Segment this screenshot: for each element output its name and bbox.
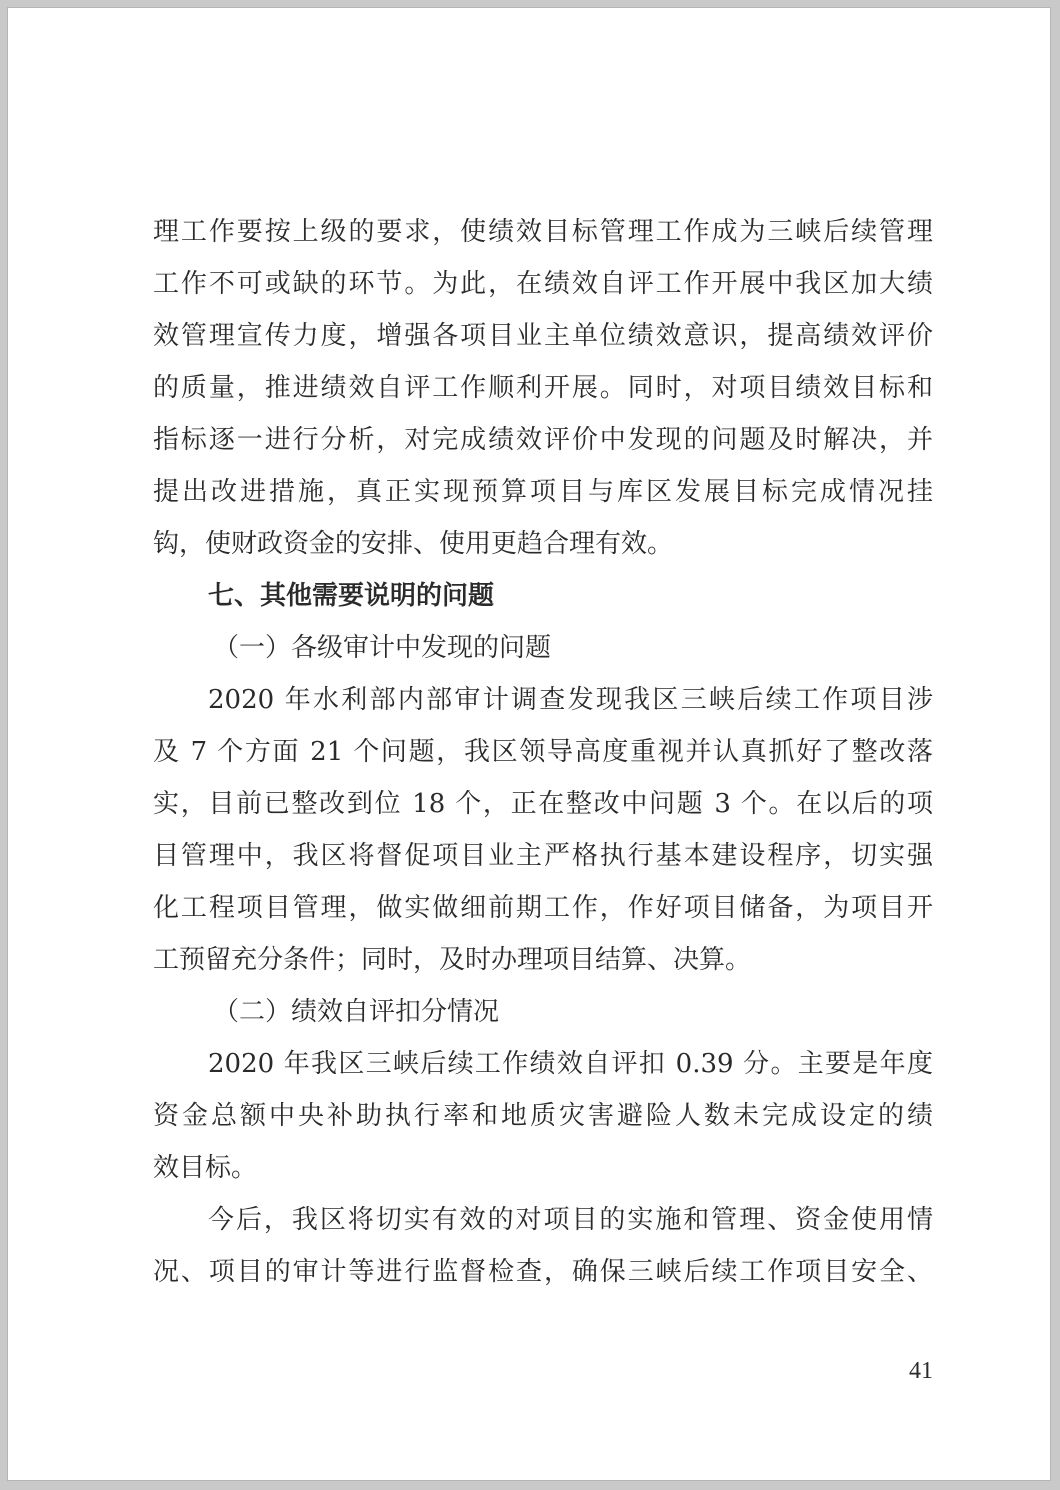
text-line: 的质量，推进绩效自评工作顺利开展。同时，对项目绩效目标和 xyxy=(153,373,933,403)
text-line: 及 7 个方面 21 个问题，我区领导高度重视并认真抓好了整改落 xyxy=(153,737,933,767)
sub-heading-audit: （一）各级审计中发现的问题 xyxy=(213,633,552,663)
text-line: 工预留充分条件；同时，及时办理项目结算、决算。 xyxy=(153,945,752,975)
text-line: 况、项目的审计等进行监督检查，确保三峡后续工作项目安全、 xyxy=(153,1257,933,1287)
text-line: 2020 年我区三峡后续工作绩效自评扣 0.39 分。主要是年度 xyxy=(208,1049,933,1079)
text-line: 化工程项目管理，做实做细前期工作，作好项目储备，为项目开 xyxy=(153,893,933,923)
text-line: 钩，使财政资金的安排、使用更趋合理有效。 xyxy=(153,529,674,559)
body-text xyxy=(153,206,933,1298)
section-heading: 七、其他需要说明的问题 xyxy=(208,581,495,611)
text-line: 资金总额中央补助执行率和地质灾害避险人数未完成设定的绩 xyxy=(153,1101,933,1131)
text-line: 效管理宣传力度，增强各项目业主单位绩效意识，提高绩效评价 xyxy=(153,321,933,351)
page-number: 41 xyxy=(909,1358,933,1384)
text-line: 理工作要按上级的要求，使绩效目标管理工作成为三峡后续管理 xyxy=(153,217,933,247)
document-page xyxy=(7,7,1051,1481)
text-line: 实，目前已整改到位 18 个，正在整改中问题 3 个。在以后的项 xyxy=(153,789,933,819)
text-line: 提出改进措施，真正实现预算项目与库区发展目标完成情况挂 xyxy=(153,477,933,507)
text-line: 指标逐一进行分析，对完成绩效评价中发现的问题及时解决，并 xyxy=(153,425,933,455)
sub-heading-deduction: （二）绩效自评扣分情况 xyxy=(213,997,500,1027)
text-line: 今后，我区将切实有效的对项目的实施和管理、资金使用情 xyxy=(208,1205,933,1235)
text-line: 效目标。 xyxy=(153,1153,258,1183)
text-line: 2020 年水利部内部审计调查发现我区三峡后续工作项目涉 xyxy=(208,685,933,715)
text-line: 工作不可或缺的环节。为此，在绩效自评工作开展中我区加大绩 xyxy=(153,269,933,299)
text-line: 目管理中，我区将督促项目业主严格执行基本建设程序，切实强 xyxy=(153,841,933,871)
